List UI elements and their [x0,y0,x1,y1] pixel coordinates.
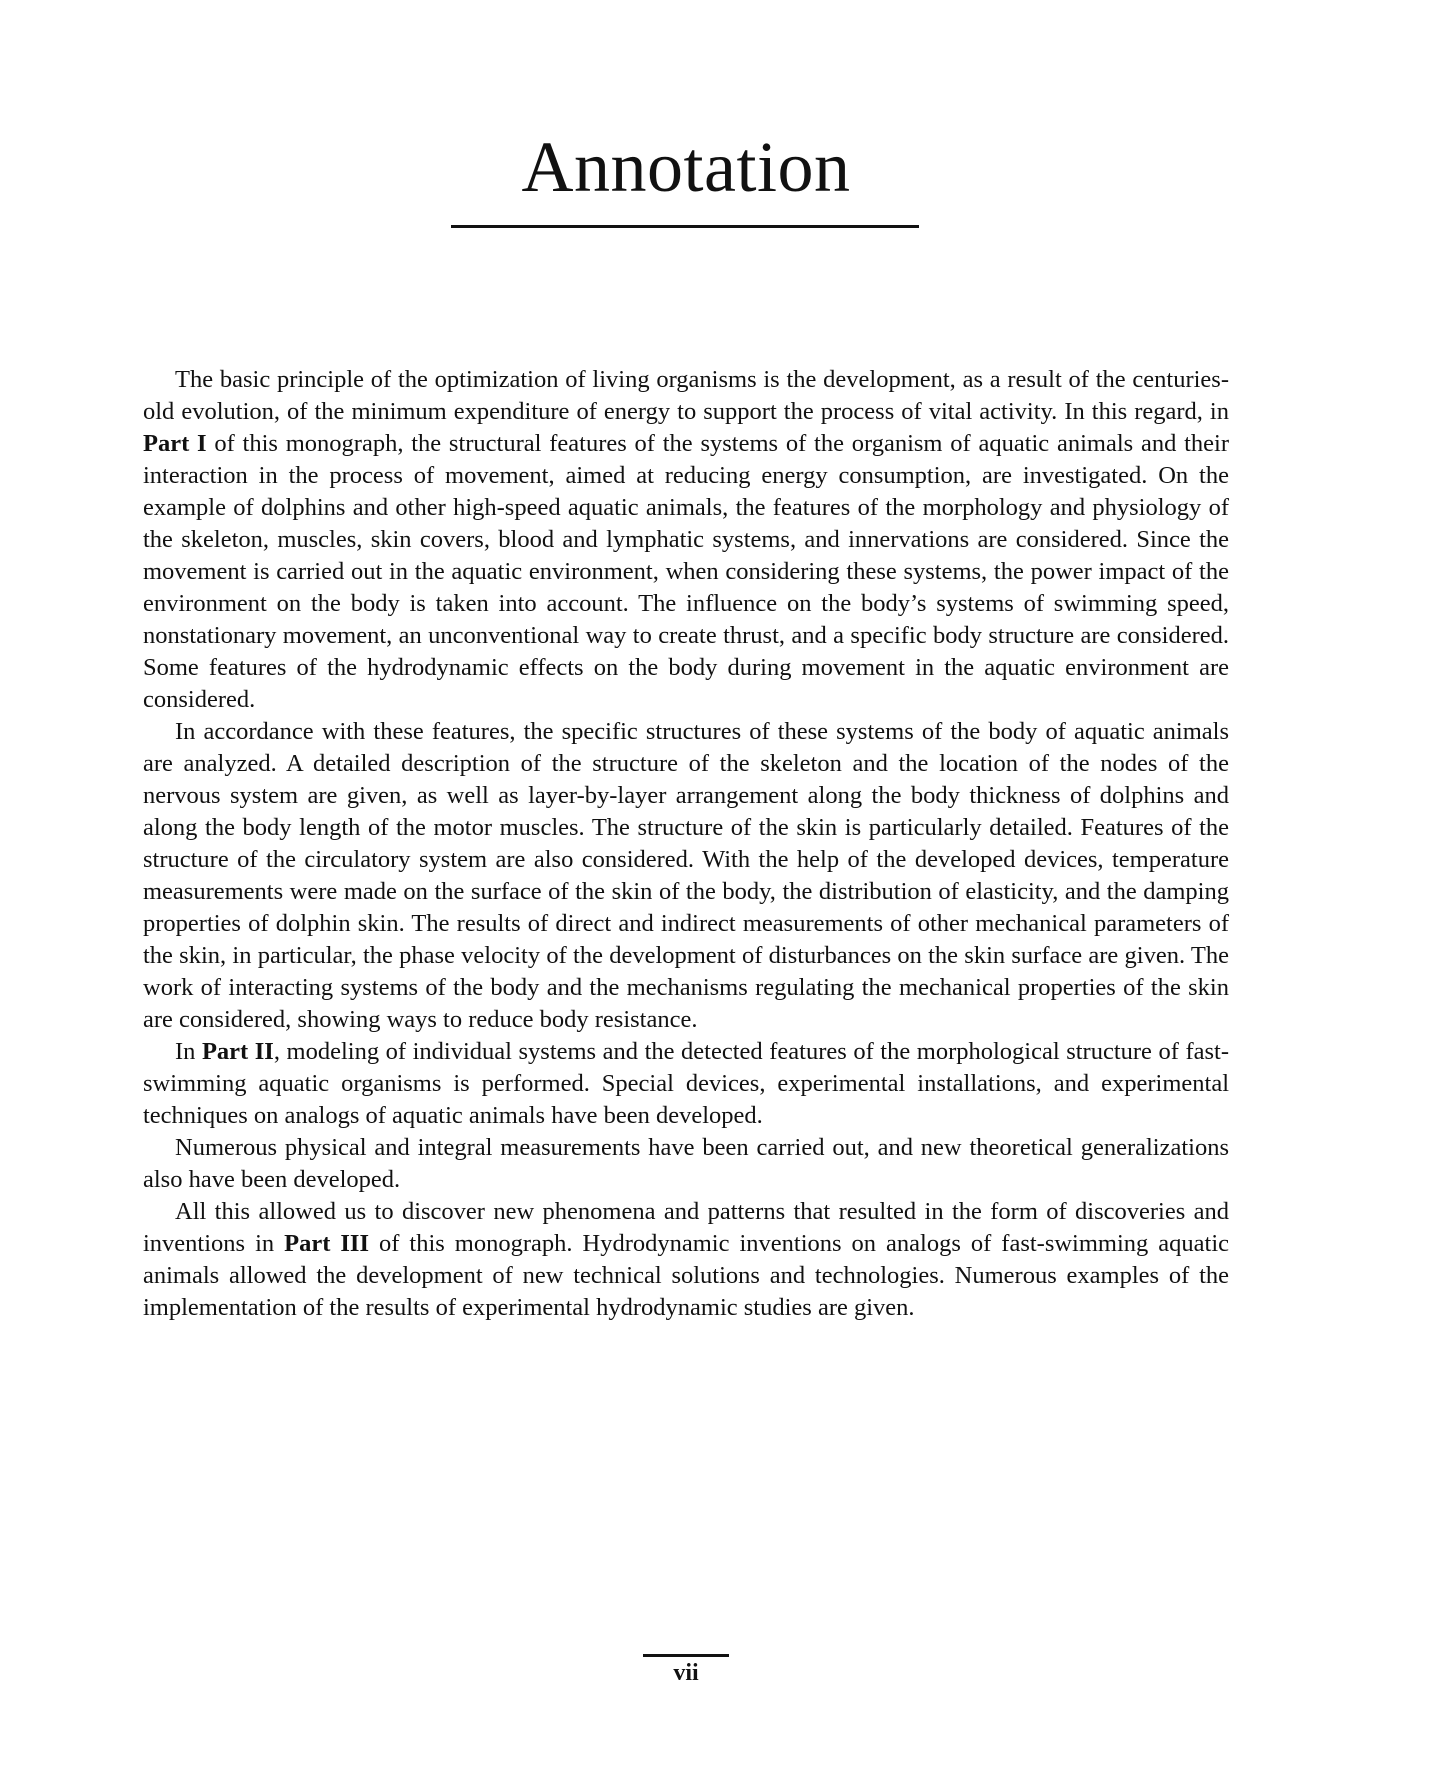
page-number: vii [673,1660,699,1686]
paragraph-2 [143,716,1229,1036]
part-reference: Part III [284,1230,369,1257]
part-reference: Part I [143,430,207,457]
part-reference: Part II [201,1038,274,1065]
paragraph-4 [143,1132,1229,1196]
text-segment: All this allowed us to discover new phenomena and patterns that resulted in the form of discoveries and inventions in [143,1198,1229,1257]
paragraph-1 [143,364,1229,716]
paragraph-5 [143,1196,1229,1324]
text-segment: In accordance with these features, the specific structures of these systems of the body of aquatic animals are analyzed. A detailed description of the structure of the skeleton and the location of the nodes of the nervous system are given, as well as layer-by-layer arrangement along the body thickness of dolphins and along the body length of the motor muscles. The structure of the skin is particularly detailed. Features of the structure of the circulatory system are also considered. With the help of the developed devices, temperature measurements were made on the surface of the skin of the body, the distribution of elasticity, and the damping properties of dolphin skin. The results of direct and indirect measurements of other mechanical parameters of the skin, in particular, the phase velocity of the development of disturbances on the skin surface are given. The work of interacting systems of the body and the mechanisms regulating the mechanical properties of the skin are considered, showing ways to reduce body resistance. [143,718,1229,1033]
folio-rule [643,1654,729,1657]
text-segment: Numerous physical and integral measurements have been carried out, and new theoretical generalizations also have been developed. [143,1134,1229,1193]
annotation-body [143,364,1229,1324]
text-segment: , modeling of individual systems and the detected features of the morphological structure of fast-swimming aquatic organisms is performed. Special devices, experimental installations, and experimental techniques on analogs of aquatic animals have been developed. [143,1038,1229,1129]
text-segment: of this monograph, the structural features of the systems of the organism of aquatic animals and their interaction in the process of movement, aimed at reducing energy consumption, are investigated. On the example of dolphins and other high-speed aquatic animals, the features of the morphology and physiology of the skeleton, muscles, skin covers, blood and lymphatic systems, and innervations are considered. Since the movement is carried out in the aquatic environment, when considering these systems, the power impact of the environment on the body is taken into account. The influence on the body’s systems of swimming speed, nonstationary movement, an unconventional way to create thrust, and a specific body structure are considered. Some features of the hydrodynamic effects on the body during movement in the aquatic environment are considered. [143,430,1229,713]
title-underline [451,225,919,228]
text-segment: of this monograph. Hydrodynamic inventions on analogs of fast-swimming aquatic animals allowed the development of new technical solutions and technologies. Numerous examples of the implementation of the results of experimental hydrodynamic studies are given. [143,1230,1230,1321]
paragraph-3 [143,1036,1229,1132]
text-segment: In [175,1038,202,1065]
text-segment: The basic principle of the optimization of living organisms is the development, as a result of the centuries-old evolution, of the minimum expenditure of energy to support the process of vital activity. In this regard, in [143,366,1229,425]
page-title: Annotation [521,127,851,207]
